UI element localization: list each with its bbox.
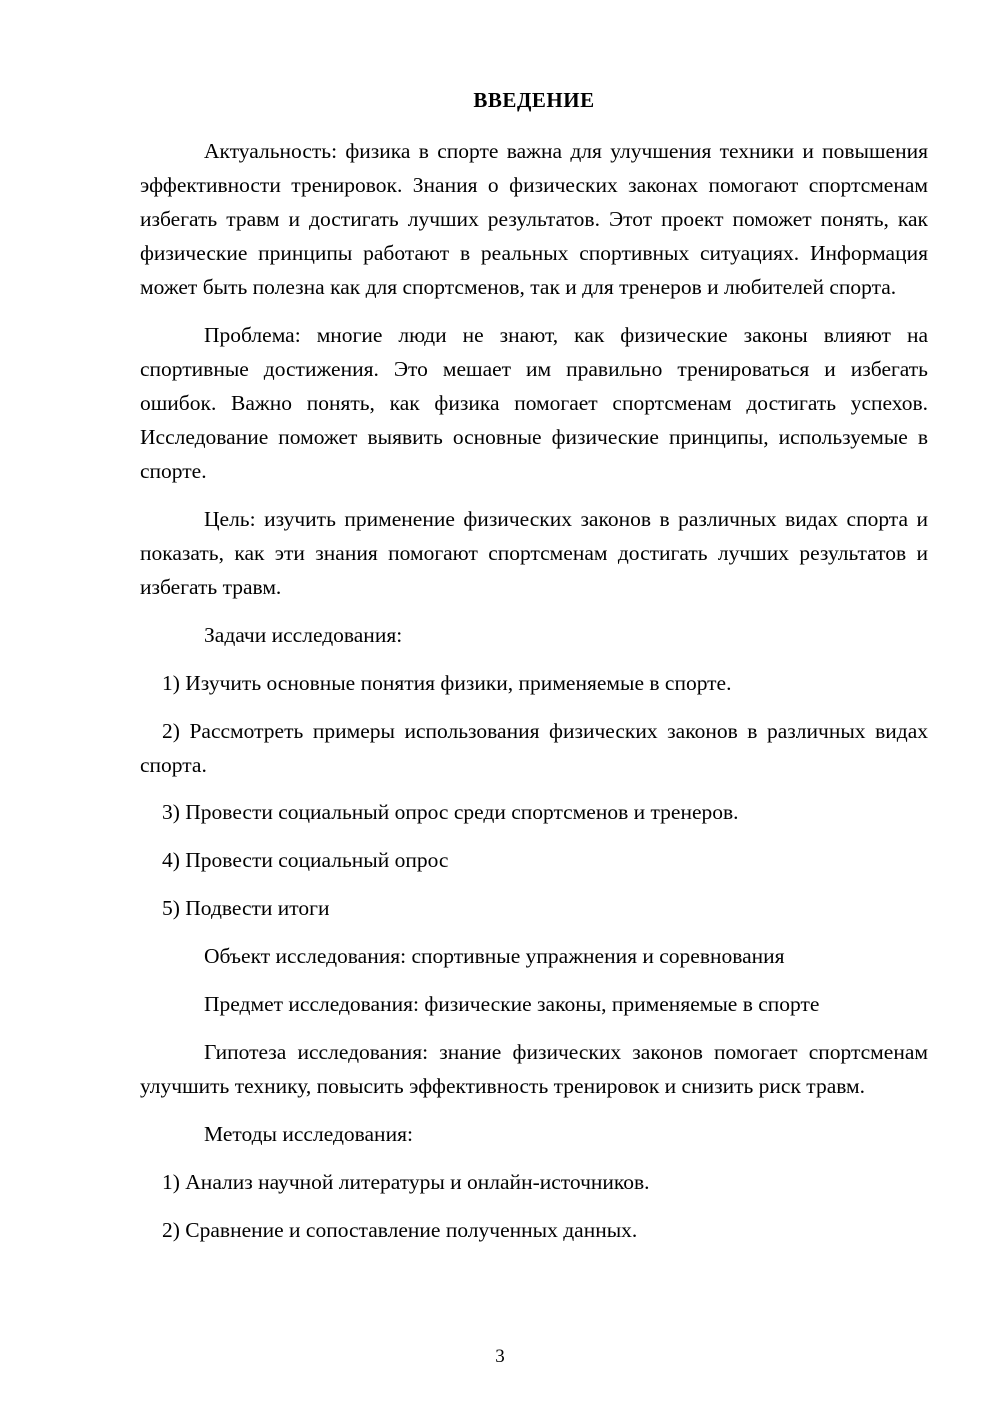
heading-methods: Методы исследования: <box>204 1122 413 1147</box>
list-item-task-4: 4) Провести социальный опрос <box>162 848 449 873</box>
page-title: ВВЕДЕНИЕ <box>473 88 595 112</box>
paragraph-subject: Предмет исследования: физические законы, применяемые в спорте <box>204 992 820 1017</box>
list-item-task-5: 5) Подвести итоги <box>162 896 330 921</box>
list-item-method-2: 2) Сравнение и сопоставление полученных данных. <box>162 1218 638 1243</box>
paragraph-relevance: Актуальность: физика в спорте важна для улучшения техники и повышения эффективности тренировок. Знания о физических законах помогают спортсменам избегать травм и достигать лучших результатов. Этот проект поможет понять, как физические принципы работают в реальных спортивных ситуациях. Информация может быть полезна как для спортсменов, так и для тренеров и любителей спорта. <box>140 139 928 299</box>
page-number: 3 <box>495 1346 505 1367</box>
list-item-method-1: 1) Анализ научной литературы и онлайн-источников. <box>162 1170 650 1195</box>
paragraph-hypothesis: Гипотеза исследования: знание физических законов помогает спортсменам улучшить технику, повысить эффективность тренировок и снизить риск травм. <box>140 1040 928 1099</box>
paragraph-object: Объект исследования: спортивные упражнения и соревнования <box>204 944 785 969</box>
paragraph-problem: Проблема: многие люди не знают, как физические законы влияют на спортивные достижения. Это мешает им правильно тренироваться и избегать ошибок. Важно понять, как физика помогает спортсменам достигать успехов. Исследование поможет выявить основные физические принципы, используемые в спорте. <box>140 322 928 483</box>
heading-tasks: Задачи исследования: <box>204 622 403 647</box>
list-item-task-1: 1) Изучить основные понятия физики, применяемые в спорте. <box>162 670 732 695</box>
paragraph-goal: Цель: изучить применение физических законов в различных видах спорта и показать, как эти знания помогают спортсменам достигать лучших результатов и избегать травм. <box>140 506 928 599</box>
list-item-task-3: 3) Провести социальный опрос среди спортсменов и тренеров. <box>162 800 739 825</box>
list-item-task-2: 2) Рассмотреть примеры использования физических законов в различных видах спорта. <box>140 718 928 777</box>
